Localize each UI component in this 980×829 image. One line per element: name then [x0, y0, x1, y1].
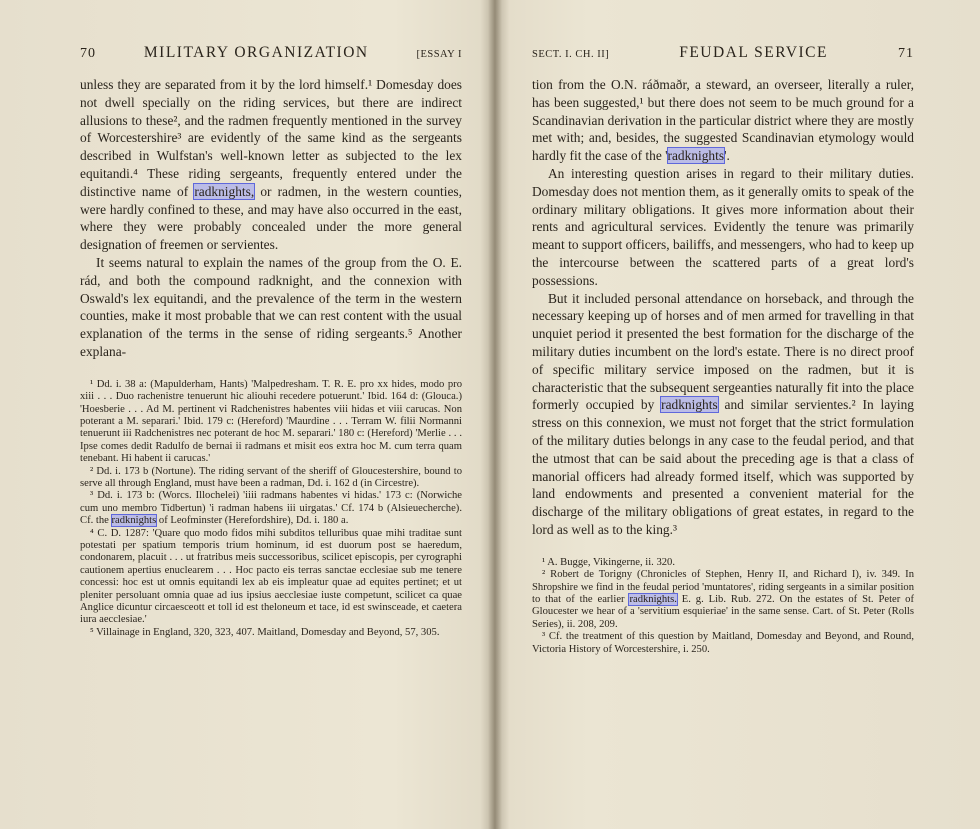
- left-paragraph-1: unless they are separated from it by the lord himself.¹ Domesday does not dwell specially on the riding services, but there are indirect allusions to these², and the radmen frequently mentioned in the survey of Worcestershire³ are evidently of the same kind as the sergeants described in Wulfstan's well-known letter as subjected to the lex equitandi.⁴ These riding sergeants, frequently entered under the distinctive name of radknights, or radmen, in the western counties, were hardly confined to these, and may have also occurred in the east, where they were probably concealed under the more general designation of freemen or servientes.: [80, 77, 462, 253]
- footnote: ¹ Dd. i. 38 a: (Mapulderham, Hants) 'Malpedresham. T. R. E. pro xx hides, modo pro xiii . . . Duo rachenistre tenuerunt hic aliouhi recedere potuerunt.' Ibid. 164 d: (Glouca.) 'Hoesberie . . . Ad M. pertinent vi Radchenistres habentes viii hidas et viii carucas. Non poterant a M. separari.' Ibid. 179 c: (Hereford) 'Maurdine . . . Terram W. filii Normanni tenuerunt iii Radchenistres nec poterant de hoc M. separari.' 180 c: (Hereford) 'Merlie . . . Ipse comes dedit Radulfo de bernai ii radmans et misit eos extra hoc M. cum terra quam tenebant. Hi habent ii carucas.': [80, 378, 462, 465]
- right-running-title: FEUDAL SERVICE: [679, 44, 828, 61]
- left-essay-label: [ESSAY I: [416, 49, 462, 60]
- footnote: ³ Cf. the treatment of this question by Maitland, Domesday and Beyond, and Round, Victoria History of Worcestershire, i. 250.: [532, 631, 914, 655]
- footnote: ³ Dd. i. 173 b: (Worcs. Illochelei) 'iiii radmans habentes vi hidas.' 173 c: (Norwiche cum uno membro Tidbertun) 'i radman habens iii uirgatas.' Cf. 174 b (Alsieuecherche). Cf. the radknights of Leofminster (Herefordshire), Dd. i. 180 a.: [80, 490, 462, 527]
- search-highlight[interactable]: radknights: [667, 148, 725, 164]
- left-body-text: [80, 76, 462, 361]
- right-page: [532, 44, 914, 656]
- left-page-header: [80, 44, 462, 62]
- left-page-number: 70: [80, 46, 96, 61]
- search-highlight[interactable]: radknights.: [629, 593, 677, 605]
- book-gutter: [488, 0, 502, 829]
- search-highlight[interactable]: radknights,: [194, 183, 255, 199]
- right-page-header: [532, 44, 914, 62]
- footnote: ² Robert de Torigny (Chronicles of Stephen, Henry II, and Richard I), iv. 349. In Shropshire we find in the feudal period 'muntatores', riding sergeants in a similar position to that of the earlier radknights. E. g. Lib. Rub. 272. On the estates of St. Peter of Gloucester we hear of a 'servitium esquieriae' in the same sense. Cart. of St. Peter (Rolls Series), ii. 208, 209.: [532, 569, 914, 630]
- footnote: ⁴ C. D. 1287: 'Quare quo modo fidos mihi subditos telluribus quae mihi traditae sunt potestati per spatium temporis trium hominum, id est duorum post se haeredum, condonarem, placuit . . . ut fratribus meis successoribus, scilicet episcopis, per cyrographi cautionem apertius enuclearem . . . Hoc pacto eis terras sanctae ecclesiae sub me tenere concessi: hoc est ut omnis equitandi lex ab eis impleatur quae ad equites pertinet; et ut pleniter persoluant omnia quae ad ius ipsius aecclesiae iuste competunt, scilicet ca quae Anglice dicuntur circaesceott et toll id est theloneum et tace, id est swinsceade, et caetera iura aecclesiae.': [80, 527, 462, 626]
- search-highlight[interactable]: radknights: [661, 397, 718, 413]
- footnote: ⁵ Villainage in England, 320, 323, 407. Maitland, Domesday and Beyond, 57, 305.: [90, 626, 440, 638]
- search-highlight[interactable]: radknights: [111, 515, 157, 527]
- right-section-label: SECT. I. CH. II]: [532, 49, 610, 60]
- right-footnotes: [532, 557, 914, 656]
- left-footnotes: [80, 379, 462, 640]
- left-paragraph-2: It seems natural to explain the names of the group from the O. E. rád, and both the compound radknight, and the connexion with Oswald's lex equitandi, and the prevalence of the term in the western counties, make it most probable that we can rest content with the usual explanation of the terms in the sense of riding sergeants.⁵ Another explana-: [80, 254, 462, 359]
- right-paragraph-3: But it included personal attendance on horseback, and through the necessary keeping up of horses and of men armed for travelling in that unquiet period it presented the best formation for the discharge of the military duties incumbent on the lord's estate. There is no direct proof of specific military service imposed on the radmen, but it is characteristic that the subsequent sergeanties naturally fit into the place formerly occupied by radknights and similar servientes.² In laying stress on this connexion, we must not forget that the strict formulation of the military duties belongs in any case to the feudal period, and that the utmost that can be said about the preceding age is that a class of manorial officers had already formed itself, which was supported by land endowments and presented a convenient material for the discharge of the military obligations of great estates, in regard to the lord as well as to the king.³: [532, 290, 914, 537]
- left-running-title: MILITARY ORGANIZATION: [143, 44, 369, 61]
- left-page: [80, 44, 462, 639]
- right-paragraph-1: tion from the O.N. ráðmaðr, a steward, an overseer, literally a ruler, has been suggested,¹ but there does not seem to be much ground for a Scandinavian derivation in the particular district where they are mostly met with; and, besides, the suggested Scandinavian etymology would hardly fit the case of the 'radknights'.: [532, 77, 914, 164]
- right-page-number: 71: [897, 46, 914, 61]
- footnote: ¹ A. Bugge, Vikingerne, ii. 320.: [542, 556, 675, 568]
- right-paragraph-2: An interesting question arises in regard to their military duties. Domesday does not mention them, as it generally omits to speak of the ordinary military obligations. It gives more information about their rents and agricultural services. Evidently the tenure was primarily meant to support officers, bailiffs, and messengers, who had to keep up the intercourse between the scattered parts of a great lord's possessions.: [532, 165, 914, 288]
- right-body-text: [532, 76, 914, 539]
- footnote: ² Dd. i. 173 b (Nortune). The riding servant of the sheriff of Gloucestershire, bound to serve all through England, must have been a radman, Dd. i. 162 d (in Circestre).: [80, 465, 462, 489]
